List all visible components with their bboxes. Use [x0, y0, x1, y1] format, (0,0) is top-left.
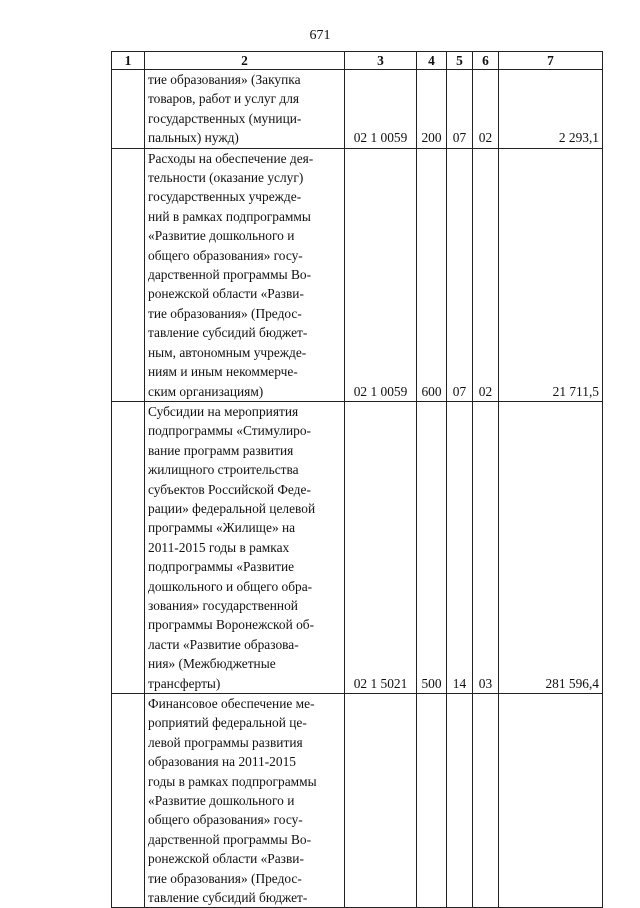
row-number-cell: [112, 148, 145, 401]
col4-cell: 200: [417, 70, 447, 149]
header-col-7: 7: [499, 52, 603, 70]
col6-cell: 02: [473, 148, 499, 401]
description-line: тельности (оказание услуг): [148, 170, 304, 186]
description-line: пальных) нужд): [148, 130, 239, 146]
description-line: ний в рамках подпрограммы: [148, 208, 311, 224]
description-cell: [145, 148, 345, 401]
description-line: образования на 2011-2015: [148, 754, 296, 770]
col5-cell: 07: [447, 70, 473, 149]
description-line: тавление субсидий бюджет-: [148, 890, 308, 906]
description-line: 2011-2015 годы в рамках: [148, 539, 290, 555]
description-line: товаров, работ и услуг для: [148, 91, 300, 107]
col5-cell: [447, 694, 473, 908]
code-cell: 02 1 5021: [345, 401, 417, 693]
description-line: ронежской области «Разви-: [148, 286, 304, 302]
amount-cell: 21 711,5: [499, 148, 603, 401]
amount-cell: [499, 694, 603, 908]
header-col-2: 2: [145, 52, 345, 70]
amount-cell: 281 596,4: [499, 401, 603, 693]
row-number-cell: [112, 401, 145, 693]
description-line: левой программы развития: [148, 734, 303, 750]
description-line: тие образования» (Предос-: [148, 305, 302, 321]
header-col-6: 6: [473, 52, 499, 70]
description-line: трансферты): [148, 675, 221, 691]
description-line: годы в рамках подпрограммы: [148, 773, 317, 789]
code-cell: 02 1 0059: [345, 148, 417, 401]
col4-cell: 600: [417, 148, 447, 401]
row-number-cell: [112, 694, 145, 908]
description-line: государственных (муници-: [148, 110, 302, 126]
header-col-5: 5: [447, 52, 473, 70]
col6-cell: 02: [473, 70, 499, 149]
description-line: жилищного строительства: [148, 462, 299, 478]
description-line: роприятий федеральной це-: [148, 715, 307, 731]
code-cell: [345, 694, 417, 908]
description-line: Субсидии на мероприятия: [148, 403, 299, 419]
header-col-3: 3: [345, 52, 417, 70]
description-line: ским организациям): [148, 383, 264, 399]
col5-cell: 07: [447, 148, 473, 401]
description-line: ния» (Межбюджетные: [148, 656, 276, 672]
header-col-1: 1: [112, 52, 145, 70]
description-line: дарственной программы Во-: [148, 831, 312, 847]
description-line: ласти «Развитие образова-: [148, 636, 299, 652]
table-row: [112, 694, 603, 908]
description-line: рации» федеральной целевой: [148, 500, 316, 516]
description-line: Расходы на обеспечение дея-: [148, 150, 314, 166]
description-line: подпрограммы «Стимулиро-: [148, 423, 312, 439]
budget-table: [111, 51, 603, 908]
description-line: общего образования» госу-: [148, 812, 303, 828]
description-line: дарственной программы Во-: [148, 267, 312, 283]
description-line: программы Воронежской об-: [148, 617, 315, 633]
description-line: Финансовое обеспечение ме-: [148, 696, 315, 711]
col5-cell: 14: [447, 401, 473, 693]
description-line: тие образования» (Предос-: [148, 870, 302, 886]
description-line: общего образования» госу-: [148, 247, 303, 263]
header-col-4: 4: [417, 52, 447, 70]
description-line: субъектов Российской Феде-: [148, 481, 311, 497]
table-row: [112, 401, 603, 693]
description-line: вание программ развития: [148, 442, 294, 458]
description-line: тавление субсидий бюджет-: [148, 325, 308, 341]
code-cell: 02 1 0059: [345, 70, 417, 149]
col4-cell: 500: [417, 401, 447, 693]
description-line: программы «Жилище» на: [148, 520, 296, 536]
description-line: подпрограммы «Развитие: [148, 559, 295, 575]
table-row: [112, 148, 603, 401]
description-line: «Развитие дошкольного и: [148, 228, 295, 244]
description-line: ронежской области «Разви-: [148, 851, 304, 867]
description-cell: [145, 694, 345, 908]
header-row: [112, 52, 603, 70]
description-line: ным, автономным учрежде-: [148, 344, 307, 360]
description-line: ниям и иным некоммерче-: [148, 364, 298, 380]
page-number: 671: [309, 28, 331, 43]
description-cell: [145, 70, 345, 149]
amount-cell: 2 293,1: [499, 70, 603, 149]
description-line: зования» государственной: [148, 597, 298, 613]
description-line: дошкольного и общего обра-: [148, 578, 313, 594]
row-number-cell: [112, 70, 145, 149]
col6-cell: 03: [473, 401, 499, 693]
description-line: «Развитие дошкольного и: [148, 793, 295, 809]
col6-cell: [473, 694, 499, 908]
col4-cell: [417, 694, 447, 908]
description-cell: [145, 401, 345, 693]
description-line: государственных учрежде-: [148, 189, 302, 205]
table-row: [112, 70, 603, 149]
description-line: тие образования» (Закупка: [148, 72, 301, 87]
